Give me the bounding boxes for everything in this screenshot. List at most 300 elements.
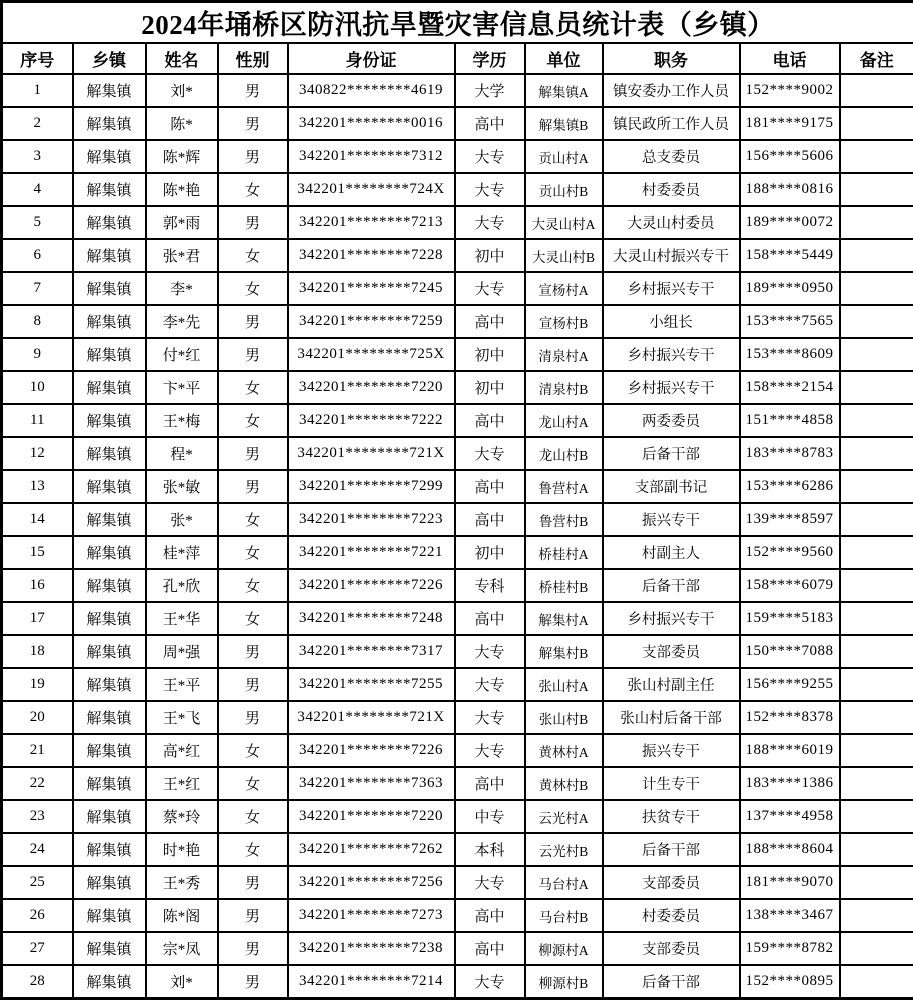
- cell-id-card: 342201********7226: [288, 734, 455, 767]
- cell-phone: 156****9255: [740, 668, 840, 701]
- cell-phone: 189****0950: [740, 272, 840, 305]
- cell-gender: 女: [218, 239, 288, 272]
- cell-name: 陈*辉: [146, 140, 218, 173]
- cell-township: 解集镇: [73, 305, 146, 338]
- cell-phone: 137****4958: [740, 800, 840, 833]
- cell-remark: [840, 833, 913, 866]
- cell-id-card: 342201********7273: [288, 899, 455, 932]
- cell-gender: 男: [218, 206, 288, 239]
- cell-unit: 张山村A: [525, 668, 603, 701]
- cell-unit: 桥桂村B: [525, 569, 603, 602]
- cell-index: 26: [2, 899, 73, 932]
- cell-position: 两委委员: [603, 404, 740, 437]
- cell-unit: 解集镇A: [525, 74, 603, 107]
- table-row: [2, 470, 913, 503]
- cell-gender: 男: [218, 965, 288, 999]
- cell-position: 小组长: [603, 305, 740, 338]
- cell-name: 王*平: [146, 668, 218, 701]
- cell-remark: [840, 536, 913, 569]
- cell-position: 后备干部: [603, 833, 740, 866]
- cell-unit: 马台村B: [525, 899, 603, 932]
- cell-position: 后备干部: [603, 569, 740, 602]
- cell-education: 大专: [455, 635, 525, 668]
- cell-phone: 189****0072: [740, 206, 840, 239]
- cell-education: 大专: [455, 866, 525, 899]
- cell-phone: 139****8597: [740, 503, 840, 536]
- cell-unit: 桥桂村A: [525, 536, 603, 569]
- cell-name: 蔡*玲: [146, 800, 218, 833]
- cell-position: 振兴专干: [603, 503, 740, 536]
- cell-id-card: 342201********7214: [288, 965, 455, 999]
- cell-township: 解集镇: [73, 800, 146, 833]
- cell-remark: [840, 404, 913, 437]
- cell-position: 振兴专干: [603, 734, 740, 767]
- cell-name: 王*华: [146, 602, 218, 635]
- cell-unit: 龙山村A: [525, 404, 603, 437]
- cell-index: 2: [2, 107, 73, 140]
- cell-gender: 女: [218, 734, 288, 767]
- cell-remark: [840, 107, 913, 140]
- cell-position: 村委委员: [603, 173, 740, 206]
- cell-remark: [840, 602, 913, 635]
- table-row: [2, 239, 913, 272]
- table-row: [2, 635, 913, 668]
- cell-phone: 181****9070: [740, 866, 840, 899]
- cell-remark: [840, 272, 913, 305]
- cell-remark: [840, 470, 913, 503]
- cell-education: 本科: [455, 833, 525, 866]
- cell-township: 解集镇: [73, 338, 146, 371]
- cell-phone: 152****0895: [740, 965, 840, 999]
- cell-township: 解集镇: [73, 569, 146, 602]
- cell-index: 27: [2, 932, 73, 965]
- cell-township: 解集镇: [73, 932, 146, 965]
- cell-township: 解集镇: [73, 404, 146, 437]
- cell-gender: 女: [218, 767, 288, 800]
- cell-township: 解集镇: [73, 668, 146, 701]
- cell-remark: [840, 866, 913, 899]
- cell-remark: [840, 338, 913, 371]
- cell-education: 大专: [455, 140, 525, 173]
- cell-index: 22: [2, 767, 73, 800]
- header-row: [2, 43, 913, 74]
- cell-phone: 152****9002: [740, 74, 840, 107]
- header-remark: 备注: [840, 43, 913, 74]
- table-row: [2, 272, 913, 305]
- cell-gender: 男: [218, 140, 288, 173]
- cell-name: 李*先: [146, 305, 218, 338]
- cell-gender: 女: [218, 602, 288, 635]
- header-position: 职务: [603, 43, 740, 74]
- cell-index: 4: [2, 173, 73, 206]
- cell-remark: [840, 503, 913, 536]
- cell-unit: 贡山村A: [525, 140, 603, 173]
- cell-index: 17: [2, 602, 73, 635]
- cell-id-card: 340822********4619: [288, 74, 455, 107]
- cell-id-card: 342201********7238: [288, 932, 455, 965]
- cell-name: 程*: [146, 437, 218, 470]
- cell-remark: [840, 140, 913, 173]
- cell-education: 初中: [455, 536, 525, 569]
- cell-id-card: 342201********7312: [288, 140, 455, 173]
- header-education: 学历: [455, 43, 525, 74]
- cell-id-card: 342201********7256: [288, 866, 455, 899]
- cell-phone: 159****5183: [740, 602, 840, 635]
- cell-position: 扶贫专干: [603, 800, 740, 833]
- cell-name: 王*梅: [146, 404, 218, 437]
- cell-index: 12: [2, 437, 73, 470]
- table-body: [2, 74, 913, 999]
- cell-township: 解集镇: [73, 635, 146, 668]
- cell-id-card: 342201********7226: [288, 569, 455, 602]
- cell-name: 付*红: [146, 338, 218, 371]
- cell-name: 张*君: [146, 239, 218, 272]
- cell-name: 刘*: [146, 74, 218, 107]
- cell-position: 支部副书记: [603, 470, 740, 503]
- header-name: 姓名: [146, 43, 218, 74]
- cell-unit: 清泉村B: [525, 371, 603, 404]
- cell-id-card: 342201********721X: [288, 437, 455, 470]
- cell-remark: [840, 734, 913, 767]
- cell-township: 解集镇: [73, 107, 146, 140]
- cell-education: 大专: [455, 206, 525, 239]
- cell-remark: [840, 668, 913, 701]
- table-row: [2, 107, 913, 140]
- cell-phone: 152****8378: [740, 701, 840, 734]
- cell-index: 20: [2, 701, 73, 734]
- cell-id-card: 342201********7245: [288, 272, 455, 305]
- cell-remark: [840, 371, 913, 404]
- cell-phone: 156****5606: [740, 140, 840, 173]
- cell-id-card: 342201********7220: [288, 371, 455, 404]
- cell-remark: [840, 899, 913, 932]
- cell-gender: 女: [218, 569, 288, 602]
- table-row: [2, 899, 913, 932]
- cell-id-card: 342201********7248: [288, 602, 455, 635]
- cell-education: 高中: [455, 899, 525, 932]
- cell-township: 解集镇: [73, 206, 146, 239]
- cell-position: 乡村振兴专干: [603, 602, 740, 635]
- cell-id-card: 342201********7221: [288, 536, 455, 569]
- cell-phone: 153****8609: [740, 338, 840, 371]
- cell-education: 初中: [455, 338, 525, 371]
- cell-index: 16: [2, 569, 73, 602]
- table-row: [2, 602, 913, 635]
- cell-index: 11: [2, 404, 73, 437]
- table-row: [2, 833, 913, 866]
- cell-index: 15: [2, 536, 73, 569]
- cell-unit: 宣杨村B: [525, 305, 603, 338]
- page-title: 2024年埇桥区防汛抗旱暨灾害信息员统计表（乡镇）: [2, 2, 913, 44]
- cell-position: 总支委员: [603, 140, 740, 173]
- cell-remark: [840, 569, 913, 602]
- cell-gender: 男: [218, 932, 288, 965]
- cell-name: 卞*平: [146, 371, 218, 404]
- table-row: [2, 371, 913, 404]
- cell-position: 支部委员: [603, 932, 740, 965]
- cell-education: 大专: [455, 272, 525, 305]
- cell-phone: 159****8782: [740, 932, 840, 965]
- cell-name: 王*飞: [146, 701, 218, 734]
- header-gender: 性别: [218, 43, 288, 74]
- cell-unit: 龙山村B: [525, 437, 603, 470]
- cell-education: 高中: [455, 767, 525, 800]
- cell-name: 王*红: [146, 767, 218, 800]
- cell-gender: 女: [218, 371, 288, 404]
- cell-index: 8: [2, 305, 73, 338]
- cell-position: 乡村振兴专干: [603, 371, 740, 404]
- cell-gender: 女: [218, 272, 288, 305]
- cell-gender: 男: [218, 470, 288, 503]
- cell-position: 支部委员: [603, 866, 740, 899]
- cell-unit: 解集村B: [525, 635, 603, 668]
- cell-remark: [840, 767, 913, 800]
- cell-phone: 150****7088: [740, 635, 840, 668]
- cell-unit: 宣杨村A: [525, 272, 603, 305]
- cell-index: 10: [2, 371, 73, 404]
- cell-position: 村委委员: [603, 899, 740, 932]
- cell-education: 大专: [455, 173, 525, 206]
- cell-position: 镇民政所工作人员: [603, 107, 740, 140]
- cell-index: 18: [2, 635, 73, 668]
- cell-unit: 大灵山村A: [525, 206, 603, 239]
- cell-id-card: 342201********7259: [288, 305, 455, 338]
- table-row: [2, 866, 913, 899]
- cell-unit: 清泉村A: [525, 338, 603, 371]
- cell-township: 解集镇: [73, 437, 146, 470]
- cell-name: 高*红: [146, 734, 218, 767]
- cell-unit: 贡山村B: [525, 173, 603, 206]
- cell-township: 解集镇: [73, 74, 146, 107]
- cell-name: 王*秀: [146, 866, 218, 899]
- cell-education: 大学: [455, 74, 525, 107]
- cell-phone: 151****4858: [740, 404, 840, 437]
- cell-education: 高中: [455, 602, 525, 635]
- cell-phone: 138****3467: [740, 899, 840, 932]
- cell-id-card: 342201********7223: [288, 503, 455, 536]
- cell-unit: 黄林村A: [525, 734, 603, 767]
- cell-unit: 解集镇B: [525, 107, 603, 140]
- cell-education: 高中: [455, 503, 525, 536]
- cell-remark: [840, 206, 913, 239]
- cell-gender: 男: [218, 899, 288, 932]
- cell-unit: 鲁营村A: [525, 470, 603, 503]
- table-row: [2, 305, 913, 338]
- cell-index: 5: [2, 206, 73, 239]
- cell-education: 大专: [455, 668, 525, 701]
- cell-township: 解集镇: [73, 767, 146, 800]
- cell-position: 大灵山村委员: [603, 206, 740, 239]
- table-row: [2, 536, 913, 569]
- cell-id-card: 342201********7299: [288, 470, 455, 503]
- cell-name: 张*敏: [146, 470, 218, 503]
- cell-township: 解集镇: [73, 965, 146, 999]
- cell-index: 24: [2, 833, 73, 866]
- header-phone: 电话: [740, 43, 840, 74]
- cell-id-card: 342201********7222: [288, 404, 455, 437]
- cell-name: 周*强: [146, 635, 218, 668]
- table-head: [2, 2, 913, 75]
- header-id-card: 身份证: [288, 43, 455, 74]
- cell-education: 大专: [455, 965, 525, 999]
- cell-education: 中专: [455, 800, 525, 833]
- cell-unit: 马台村A: [525, 866, 603, 899]
- cell-name: 桂*萍: [146, 536, 218, 569]
- table-row: [2, 800, 913, 833]
- cell-unit: 云光村B: [525, 833, 603, 866]
- table-row: [2, 437, 913, 470]
- cell-index: 6: [2, 239, 73, 272]
- cell-unit: 鲁营村B: [525, 503, 603, 536]
- cell-remark: [840, 701, 913, 734]
- cell-phone: 153****6286: [740, 470, 840, 503]
- cell-name: 时*艳: [146, 833, 218, 866]
- table-row: [2, 140, 913, 173]
- cell-education: 大专: [455, 437, 525, 470]
- cell-id-card: 342201********725X: [288, 338, 455, 371]
- table-row: [2, 338, 913, 371]
- cell-township: 解集镇: [73, 899, 146, 932]
- cell-id-card: 342201********0016: [288, 107, 455, 140]
- cell-phone: 188****0816: [740, 173, 840, 206]
- cell-gender: 女: [218, 800, 288, 833]
- cell-phone: 183****1386: [740, 767, 840, 800]
- cell-education: 初中: [455, 371, 525, 404]
- cell-gender: 女: [218, 536, 288, 569]
- cell-remark: [840, 932, 913, 965]
- cell-gender: 男: [218, 668, 288, 701]
- header-township: 乡镇: [73, 43, 146, 74]
- cell-name: 刘*: [146, 965, 218, 999]
- title-row: [2, 2, 913, 44]
- cell-remark: [840, 437, 913, 470]
- table-row: [2, 701, 913, 734]
- cell-township: 解集镇: [73, 833, 146, 866]
- cell-index: 28: [2, 965, 73, 999]
- cell-position: 后备干部: [603, 437, 740, 470]
- cell-gender: 女: [218, 833, 288, 866]
- cell-education: 大专: [455, 701, 525, 734]
- cell-index: 13: [2, 470, 73, 503]
- table-row: [2, 503, 913, 536]
- cell-position: 张山村后备干部: [603, 701, 740, 734]
- cell-index: 7: [2, 272, 73, 305]
- cell-township: 解集镇: [73, 602, 146, 635]
- cell-gender: 女: [218, 173, 288, 206]
- cell-phone: 158****6079: [740, 569, 840, 602]
- table-row: [2, 965, 913, 999]
- cell-unit: 黄林村B: [525, 767, 603, 800]
- cell-name: 李*: [146, 272, 218, 305]
- cell-education: 高中: [455, 404, 525, 437]
- header-unit: 单位: [525, 43, 603, 74]
- cell-position: 后备干部: [603, 965, 740, 999]
- cell-gender: 男: [218, 338, 288, 371]
- cell-township: 解集镇: [73, 866, 146, 899]
- cell-id-card: 342201********7228: [288, 239, 455, 272]
- cell-phone: 153****7565: [740, 305, 840, 338]
- cell-gender: 女: [218, 404, 288, 437]
- cell-education: 大专: [455, 734, 525, 767]
- cell-education: 高中: [455, 470, 525, 503]
- cell-remark: [840, 173, 913, 206]
- cell-education: 高中: [455, 107, 525, 140]
- cell-remark: [840, 635, 913, 668]
- cell-name: 陈*阁: [146, 899, 218, 932]
- cell-remark: [840, 800, 913, 833]
- table-row: [2, 404, 913, 437]
- cell-name: 陈*艳: [146, 173, 218, 206]
- cell-gender: 男: [218, 74, 288, 107]
- cell-id-card: 342201********721X: [288, 701, 455, 734]
- cell-remark: [840, 239, 913, 272]
- cell-index: 14: [2, 503, 73, 536]
- cell-id-card: 342201********724X: [288, 173, 455, 206]
- cell-id-card: 342201********7262: [288, 833, 455, 866]
- table-row: [2, 932, 913, 965]
- table-row: [2, 734, 913, 767]
- cell-gender: 男: [218, 635, 288, 668]
- cell-position: 乡村振兴专干: [603, 272, 740, 305]
- cell-remark: [840, 965, 913, 999]
- cell-gender: 男: [218, 701, 288, 734]
- cell-township: 解集镇: [73, 371, 146, 404]
- cell-position: 乡村振兴专干: [603, 338, 740, 371]
- table-row: [2, 74, 913, 107]
- cell-index: 23: [2, 800, 73, 833]
- cell-name: 孔*欣: [146, 569, 218, 602]
- cell-id-card: 342201********7213: [288, 206, 455, 239]
- cell-index: 9: [2, 338, 73, 371]
- table-row: [2, 173, 913, 206]
- cell-phone: 183****8783: [740, 437, 840, 470]
- cell-township: 解集镇: [73, 470, 146, 503]
- cell-gender: 女: [218, 503, 288, 536]
- cell-township: 解集镇: [73, 734, 146, 767]
- cell-township: 解集镇: [73, 272, 146, 305]
- cell-township: 解集镇: [73, 140, 146, 173]
- cell-id-card: 342201********7363: [288, 767, 455, 800]
- cell-unit: 大灵山村B: [525, 239, 603, 272]
- cell-township: 解集镇: [73, 503, 146, 536]
- cell-phone: 188****6019: [740, 734, 840, 767]
- cell-education: 高中: [455, 932, 525, 965]
- cell-id-card: 342201********7255: [288, 668, 455, 701]
- cell-unit: 云光村A: [525, 800, 603, 833]
- cell-township: 解集镇: [73, 701, 146, 734]
- cell-name: 宗*凤: [146, 932, 218, 965]
- cell-unit: 张山村B: [525, 701, 603, 734]
- header-index: 序号: [2, 43, 73, 74]
- cell-remark: [840, 305, 913, 338]
- table-row: [2, 206, 913, 239]
- cell-position: 大灵山村振兴专干: [603, 239, 740, 272]
- cell-index: 25: [2, 866, 73, 899]
- cell-position: 计生专干: [603, 767, 740, 800]
- cell-gender: 男: [218, 107, 288, 140]
- cell-phone: 152****9560: [740, 536, 840, 569]
- cell-index: 21: [2, 734, 73, 767]
- cell-education: 高中: [455, 305, 525, 338]
- cell-index: 3: [2, 140, 73, 173]
- table-row: [2, 668, 913, 701]
- cell-name: 张*: [146, 503, 218, 536]
- cell-position: 支部委员: [603, 635, 740, 668]
- cell-id-card: 342201********7220: [288, 800, 455, 833]
- cell-gender: 男: [218, 866, 288, 899]
- cell-phone: 158****5449: [740, 239, 840, 272]
- cell-unit: 解集村A: [525, 602, 603, 635]
